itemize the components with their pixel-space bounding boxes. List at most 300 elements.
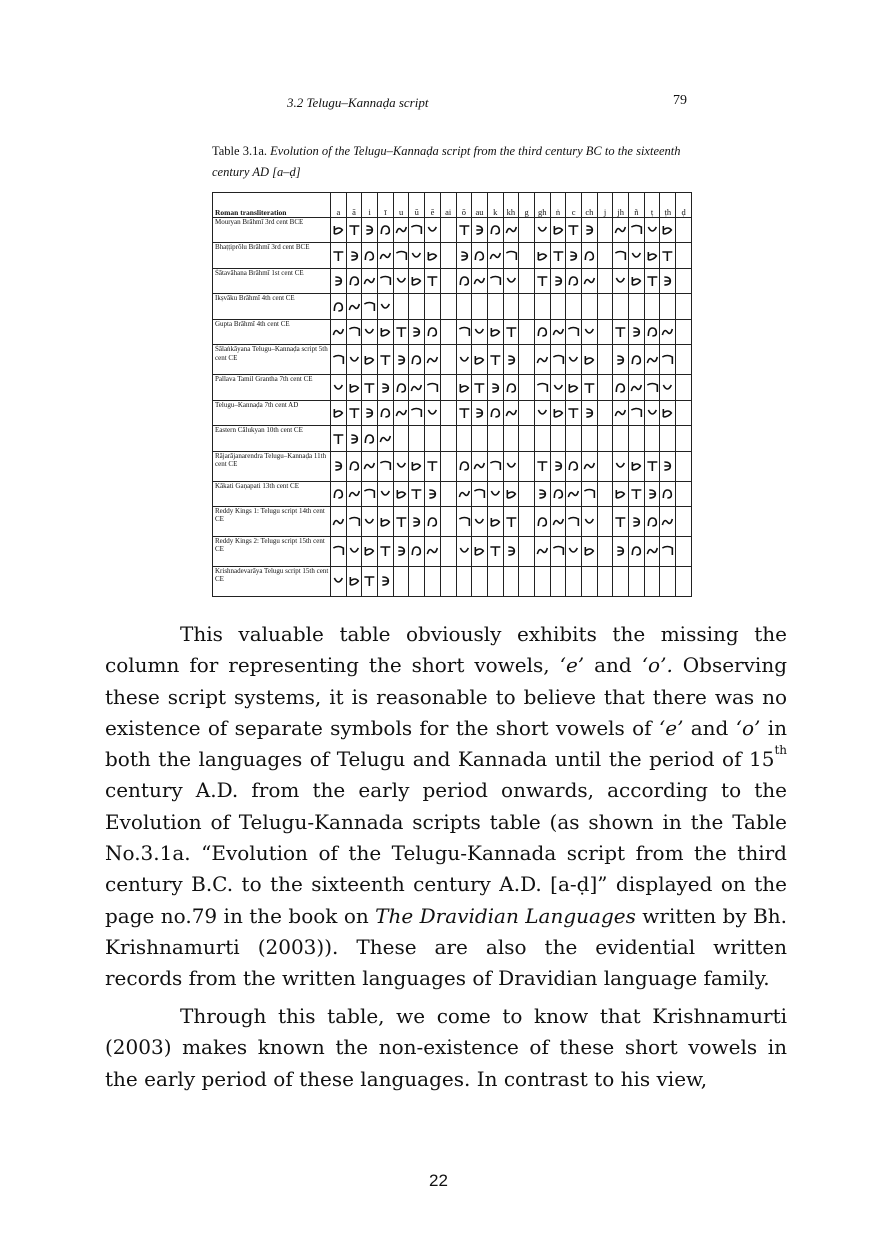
glyph-cell (362, 426, 378, 451)
glyph-cell (425, 451, 441, 481)
script-glyph-icon (347, 487, 362, 501)
column-header: ñ (629, 193, 645, 218)
glyph-cell (629, 243, 645, 268)
script-glyph-icon (535, 515, 550, 529)
glyph-cell (613, 451, 629, 481)
script-glyph-icon (629, 325, 644, 339)
script-glyph-icon (613, 274, 628, 288)
glyph-cell (503, 507, 519, 537)
glyph-cell (409, 481, 425, 506)
script-glyph-icon (504, 223, 519, 237)
script-glyph-icon (613, 406, 628, 420)
script-glyph-icon (409, 406, 424, 420)
script-glyph-icon (331, 223, 346, 237)
glyph-cell (676, 218, 692, 243)
glyph-cell (393, 319, 409, 344)
glyph-cell (456, 218, 472, 243)
glyph-cell (346, 243, 362, 268)
row-label: Telugu–Kannaḍa 7th cent AD (213, 400, 331, 425)
glyph-cell (550, 451, 566, 481)
script-glyph-icon (613, 325, 628, 339)
glyph-cell (613, 218, 629, 243)
glyph-cell (613, 481, 629, 506)
glyph-cell (644, 319, 660, 344)
glyph-cell (362, 268, 378, 293)
glyph-cell (660, 451, 676, 481)
script-glyph-icon (613, 381, 628, 395)
glyph-cell (503, 268, 519, 293)
script-glyph-icon (566, 274, 581, 288)
book-title: The Dravidian Languages (375, 903, 636, 928)
script-glyph-icon (504, 459, 519, 473)
script-glyph-icon (394, 487, 409, 501)
script-glyph-icon (551, 325, 566, 339)
glyph-cell (362, 319, 378, 344)
glyph-cell (550, 218, 566, 243)
script-glyph-icon (347, 459, 362, 473)
script-glyph-icon (660, 381, 675, 395)
column-header: u (393, 193, 409, 218)
script-glyph-icon (425, 325, 440, 339)
glyph-cell (629, 400, 645, 425)
glyph-cell (613, 345, 629, 375)
glyph-cell (346, 507, 362, 537)
paragraph-1-text: in both the languages of Telugu and Kannada until the period of 15 (105, 715, 787, 772)
script-glyph-icon (660, 223, 675, 237)
glyph-cell (534, 243, 550, 268)
glyph-cell (534, 319, 550, 344)
script-glyph-icon (488, 223, 503, 237)
glyph-cell (613, 537, 629, 567)
glyph-cell (676, 243, 692, 268)
script-glyph-icon (629, 223, 644, 237)
script-glyph-icon (613, 487, 628, 501)
glyph-cell (472, 243, 488, 268)
glyph-cell (472, 319, 488, 344)
script-glyph-icon (566, 406, 581, 420)
script-glyph-icon (394, 223, 409, 237)
script-glyph-icon (331, 515, 346, 529)
glyph-cell (613, 400, 629, 425)
script-glyph-icon (362, 325, 377, 339)
scanned-section-title: 3.2 Telugu–Kannaḍa script (287, 95, 429, 110)
script-glyph-icon (535, 353, 550, 367)
script-glyph-icon (472, 544, 487, 558)
script-glyph-icon (504, 515, 519, 529)
glyph-cell (613, 566, 629, 596)
script-glyph-icon (582, 325, 597, 339)
script-glyph-icon (660, 459, 675, 473)
glyph-cell (660, 243, 676, 268)
short-vowel-o: ‘o’. (641, 653, 673, 678)
glyph-cell (503, 481, 519, 506)
script-glyph-icon (660, 274, 675, 288)
script-glyph-icon (551, 249, 566, 263)
script-glyph-icon (629, 406, 644, 420)
glyph-cell (503, 345, 519, 375)
script-glyph-icon (551, 459, 566, 473)
glyph-cell (409, 294, 425, 319)
script-glyph-icon (362, 487, 377, 501)
glyph-cell (378, 375, 394, 400)
script-glyph-icon (472, 249, 487, 263)
script-glyph-icon (535, 406, 550, 420)
paragraph-1-text: Observing these script systems, it is reasonable to believe that there was no existence of separate symbols for the short vowels of (105, 653, 787, 740)
glyph-cell (409, 507, 425, 537)
script-glyph-icon (488, 515, 503, 529)
paragraph-1-text: and (584, 653, 642, 678)
glyph-cell (519, 566, 535, 596)
glyph-cell (472, 294, 488, 319)
glyph-cell (331, 243, 347, 268)
glyph-cell (362, 451, 378, 481)
glyph-cell (566, 294, 582, 319)
script-glyph-icon (551, 274, 566, 288)
glyph-cell (534, 268, 550, 293)
glyph-cell (378, 566, 394, 596)
script-glyph-icon (362, 574, 377, 588)
script-glyph-icon (331, 274, 346, 288)
glyph-cell (487, 537, 503, 567)
row-label: Rājarājanarendra Telugu–Kannaḍa 11th cent CE (213, 451, 331, 481)
glyph-cell (503, 319, 519, 344)
glyph-cell (582, 537, 598, 567)
glyph-cell (378, 243, 394, 268)
glyph-cell (487, 345, 503, 375)
glyph-cell (550, 294, 566, 319)
ordinal-suffix: th (774, 743, 787, 758)
script-glyph-icon (425, 381, 440, 395)
glyph-cell (550, 507, 566, 537)
script-glyph-icon (629, 487, 644, 501)
script-glyph-icon (566, 487, 581, 501)
glyph-cell (331, 426, 347, 451)
glyph-cell (346, 481, 362, 506)
glyph-cell (534, 566, 550, 596)
table-row (213, 507, 692, 537)
glyph-cell (425, 319, 441, 344)
glyph-cell (629, 566, 645, 596)
script-glyph-icon (472, 487, 487, 501)
script-glyph-icon (566, 325, 581, 339)
glyph-cell (331, 345, 347, 375)
glyph-cell (597, 481, 613, 506)
table-row (213, 426, 692, 451)
table-caption (212, 141, 692, 183)
script-glyph-icon (378, 544, 393, 558)
glyph-cell (409, 375, 425, 400)
script-glyph-icon (629, 274, 644, 288)
script-glyph-icon (645, 353, 660, 367)
script-glyph-icon (582, 406, 597, 420)
glyph-cell (362, 481, 378, 506)
script-glyph-icon (409, 325, 424, 339)
glyph-cell (456, 243, 472, 268)
script-glyph-icon (488, 325, 503, 339)
script-glyph-icon (362, 223, 377, 237)
glyph-cell (331, 319, 347, 344)
column-header: ē (425, 193, 441, 218)
glyph-cell (393, 400, 409, 425)
glyph-cell (487, 426, 503, 451)
script-glyph-icon (660, 544, 675, 558)
glyph-cell (346, 375, 362, 400)
glyph-cell (393, 243, 409, 268)
glyph-cell (550, 426, 566, 451)
glyph-cell (519, 243, 535, 268)
glyph-cell (582, 566, 598, 596)
glyph-cell (362, 218, 378, 243)
script-glyph-icon (629, 459, 644, 473)
script-glyph-icon (582, 459, 597, 473)
short-vowel-e: ‘e’ (559, 653, 585, 678)
script-glyph-icon (394, 353, 409, 367)
script-glyph-icon (457, 487, 472, 501)
script-glyph-icon (425, 249, 440, 263)
script-glyph-icon (629, 515, 644, 529)
script-glyph-icon (378, 353, 393, 367)
script-glyph-icon (566, 459, 581, 473)
script-glyph-icon (378, 381, 393, 395)
script-glyph-icon (472, 325, 487, 339)
glyph-cell (393, 566, 409, 596)
glyph-cell (346, 319, 362, 344)
glyph-cell (534, 375, 550, 400)
glyph-cell (456, 566, 472, 596)
script-glyph-icon (347, 544, 362, 558)
glyph-cell (519, 268, 535, 293)
glyph-cell (378, 451, 394, 481)
glyph-cell (582, 400, 598, 425)
script-glyph-icon (362, 381, 377, 395)
paragraph-2-text: Through this table, we come to know that Krishnamurti (2003) makes known the non-existence of these short vowels in the early period of these languages. In contrast to his view, (105, 1004, 787, 1091)
glyph-cell (629, 218, 645, 243)
glyph-cell (660, 537, 676, 567)
glyph-cell (409, 345, 425, 375)
glyph-cell (346, 268, 362, 293)
table-row (213, 537, 692, 567)
table-row (213, 294, 692, 319)
script-glyph-icon (425, 223, 440, 237)
glyph-cell (456, 481, 472, 506)
glyph-cell (566, 319, 582, 344)
glyph-cell (331, 451, 347, 481)
script-glyph-icon (645, 274, 660, 288)
script-evolution-table (212, 192, 692, 597)
script-glyph-icon (629, 544, 644, 558)
glyph-cell (409, 400, 425, 425)
table-row (213, 345, 692, 375)
script-glyph-icon (457, 515, 472, 529)
glyph-cell (331, 375, 347, 400)
script-glyph-icon (629, 249, 644, 263)
script-glyph-icon (488, 381, 503, 395)
glyph-cell (503, 566, 519, 596)
script-glyph-icon (645, 544, 660, 558)
glyph-cell (440, 294, 456, 319)
glyph-cell (597, 375, 613, 400)
script-glyph-icon (629, 381, 644, 395)
column-header: au (472, 193, 488, 218)
glyph-cell (362, 566, 378, 596)
script-glyph-icon (331, 574, 346, 588)
glyph-cell (393, 507, 409, 537)
script-glyph-icon (425, 459, 440, 473)
script-glyph-icon (347, 515, 362, 529)
glyph-cell (566, 243, 582, 268)
glyph-cell (597, 319, 613, 344)
glyph-cell (660, 400, 676, 425)
glyph-cell (503, 451, 519, 481)
row-label: Reddy Kings 2: Telugu script 15th cent CE (213, 537, 331, 567)
script-glyph-icon (409, 487, 424, 501)
glyph-cell (378, 218, 394, 243)
script-glyph-icon (488, 544, 503, 558)
glyph-cell (362, 243, 378, 268)
glyph-cell (660, 218, 676, 243)
glyph-cell (425, 268, 441, 293)
glyph-cell (550, 345, 566, 375)
script-glyph-icon (331, 432, 346, 446)
glyph-cell (629, 375, 645, 400)
script-glyph-icon (347, 381, 362, 395)
glyph-cell (534, 507, 550, 537)
glyph-cell (472, 375, 488, 400)
script-glyph-icon (472, 223, 487, 237)
glyph-cell (582, 294, 598, 319)
script-glyph-icon (582, 353, 597, 367)
glyph-cell (550, 268, 566, 293)
script-glyph-icon (362, 406, 377, 420)
script-glyph-icon (535, 223, 550, 237)
glyph-cell (613, 375, 629, 400)
glyph-cell (613, 243, 629, 268)
short-vowel-o: ‘o’ (735, 715, 761, 740)
script-glyph-icon (425, 274, 440, 288)
script-glyph-icon (457, 325, 472, 339)
glyph-cell (487, 319, 503, 344)
column-header: ch (582, 193, 598, 218)
short-vowel-e: ‘e’ (658, 715, 684, 740)
glyph-cell (644, 451, 660, 481)
script-glyph-icon (331, 487, 346, 501)
script-glyph-icon (488, 459, 503, 473)
glyph-cell (425, 243, 441, 268)
glyph-cell (409, 451, 425, 481)
script-glyph-icon (409, 353, 424, 367)
script-glyph-icon (409, 381, 424, 395)
glyph-cell (378, 400, 394, 425)
script-glyph-icon (472, 274, 487, 288)
glyph-cell (393, 268, 409, 293)
glyph-cell (393, 537, 409, 567)
glyph-cell (644, 481, 660, 506)
glyph-cell (519, 400, 535, 425)
script-glyph-icon (362, 459, 377, 473)
script-glyph-icon (362, 274, 377, 288)
script-glyph-icon (645, 325, 660, 339)
glyph-cell (629, 507, 645, 537)
script-glyph-icon (457, 249, 472, 263)
glyph-cell (425, 218, 441, 243)
script-glyph-icon (660, 353, 675, 367)
script-glyph-icon (504, 274, 519, 288)
script-glyph-icon (645, 406, 660, 420)
script-glyph-icon (409, 223, 424, 237)
glyph-cell (409, 566, 425, 596)
column-header: g (519, 193, 535, 218)
glyph-cell (346, 218, 362, 243)
script-glyph-icon (660, 406, 675, 420)
glyph-cell (676, 566, 692, 596)
paragraph-1-text: and (683, 715, 736, 740)
row-label: Krishnadevarāya Telugu script 15th cent CE (213, 566, 331, 596)
glyph-cell (409, 218, 425, 243)
row-label: Ikṣvāku Brāhmī 4th cent CE (213, 294, 331, 319)
glyph-cell (629, 319, 645, 344)
script-glyph-icon (425, 406, 440, 420)
script-glyph-icon (660, 487, 675, 501)
script-glyph-icon (645, 459, 660, 473)
script-glyph-icon (347, 574, 362, 588)
glyph-cell (644, 218, 660, 243)
glyph-cell (550, 566, 566, 596)
glyph-cell (472, 218, 488, 243)
script-glyph-icon (457, 544, 472, 558)
script-glyph-icon (394, 381, 409, 395)
glyph-cell (487, 400, 503, 425)
row-label: Reddy Kings 1: Telugu script 14th cent CE (213, 507, 331, 537)
script-glyph-icon (362, 300, 377, 314)
script-glyph-icon (629, 353, 644, 367)
script-glyph-icon (331, 459, 346, 473)
script-glyph-icon (613, 459, 628, 473)
script-glyph-icon (394, 406, 409, 420)
glyph-cell (440, 400, 456, 425)
glyph-cell (440, 451, 456, 481)
script-glyph-icon (535, 459, 550, 473)
glyph-cell (346, 566, 362, 596)
glyph-cell (425, 537, 441, 567)
glyph-cell (440, 537, 456, 567)
script-glyph-icon (551, 544, 566, 558)
script-glyph-icon (613, 223, 628, 237)
glyph-cell (676, 481, 692, 506)
glyph-cell (409, 268, 425, 293)
glyph-cell (566, 451, 582, 481)
script-glyph-icon (362, 544, 377, 558)
script-glyph-icon (613, 544, 628, 558)
table-header-label: Roman transliteration (213, 193, 331, 218)
script-glyph-icon (394, 249, 409, 263)
paragraph-1-text: century A.D. from the early period onwards, according to the Evolution of Telugu-Kannada scripts table (as shown in the Table No.3.1a. “Evolution of the Telugu-Kannada script from the third century B.C. to the sixteenth century A.D. [a-ḍ]” displayed on the page no.79 in the book on (105, 778, 787, 928)
table-header-row (213, 193, 692, 218)
script-glyph-icon (362, 432, 377, 446)
glyph-cell (597, 537, 613, 567)
script-glyph-icon (409, 544, 424, 558)
glyph-cell (331, 507, 347, 537)
script-glyph-icon (331, 406, 346, 420)
glyph-cell (534, 426, 550, 451)
glyph-cell (378, 481, 394, 506)
glyph-cell (487, 451, 503, 481)
script-glyph-icon (347, 325, 362, 339)
glyph-cell (519, 537, 535, 567)
glyph-cell (393, 451, 409, 481)
glyph-cell (676, 537, 692, 567)
row-label: Eastern Cālukyan 10th cent CE (213, 426, 331, 451)
glyph-cell (566, 375, 582, 400)
